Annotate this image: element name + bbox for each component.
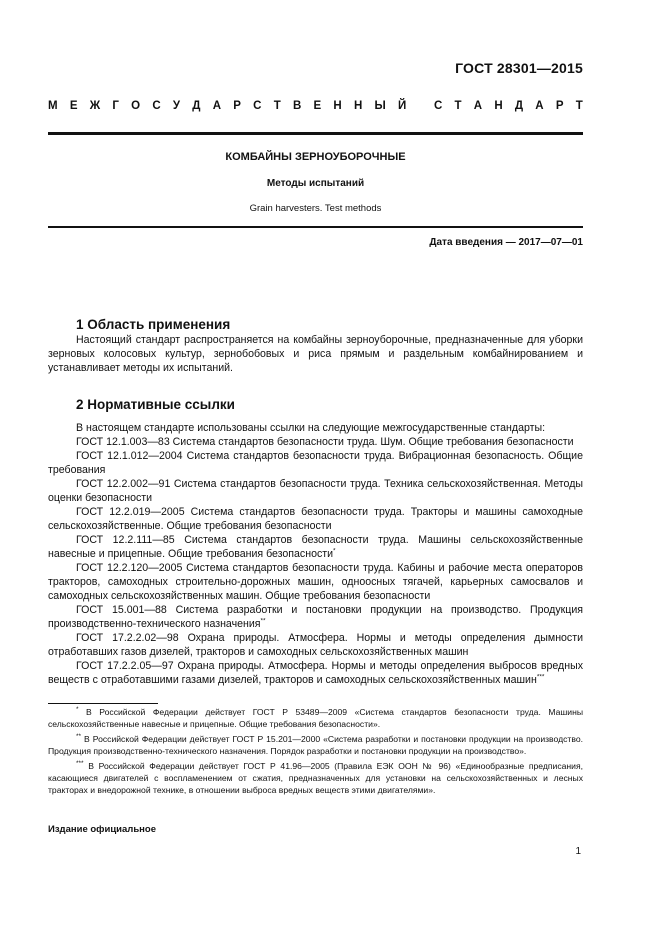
footnote: *** В Российской Федерации действует ГОСТ Р 41.96—2005 (Правила ЕЭК ООН № 96) «Единообразные предписания, касающиеся двигателей с воспламенением от сжатия, предназначенных для установки на сельскохозяйственных и лесных тракторах и внедорожной технике, в отношении выброса вредных веществ этими двигателями». [48, 760, 584, 795]
banner-letter: В [292, 100, 302, 112]
footnote: ** В Российской Федерации действует ГОСТ Р 15.201—2000 «Система разработки и постановки продукции на производство. Продукция производственно-технического назначения. Порядок разработки и постановки продукции на производство». [48, 733, 584, 756]
edition-label: Издание официальное [48, 824, 156, 835]
gost-code: ГОСТ 28301—2015 [455, 60, 583, 76]
standard-type-banner [48, 100, 583, 112]
banner-letter: А [535, 100, 544, 112]
banner-letter: Е [313, 100, 322, 112]
section-1-text: Настоящий стандарт распространяется на комбайны зерноуборочные, предназначенные для уборки зерновых колосовых культур, зернобобовых и риса прямым и раздельным комбайнированием и устанавливает методы их испытаний. [48, 334, 583, 374]
banner-letter: Д [192, 100, 201, 112]
banner-letter: Т [273, 100, 281, 112]
reference-item: ГОСТ 12.1.003—83 Система стандартов безопасности труда. Шум. Общие требования безопасности [76, 436, 574, 448]
reference-item: ГОСТ 15.001—88 Система разработки и постановки продукции на производство. Продукция производственно-технического назначения** [48, 604, 583, 630]
reference-item: ГОСТ 12.2.120—2005 Система стандартов безопасности труда. Кабины и рабочие места операторов тракторов, самоходных строительно-дорожных машин, одноосных тягачей, карьерных самосвалов и самоходных сельскохозяйственных машин. Общие требования безопасности [48, 562, 583, 602]
reference-item: ГОСТ 12.2.111—85 Система стандартов безопасности труда. Машины сельскохозяйственные навесные и прицепные. Общие требования безопасности* [48, 534, 583, 560]
reference-item: ГОСТ 12.1.012—2004 Система стандартов безопасности труда. Вибрационная безопасность. Общие требования [48, 450, 583, 476]
footnote-mark: *** [536, 673, 545, 681]
banner-letter: Т [575, 100, 583, 112]
footnote-mark: *** [76, 760, 84, 768]
banner-letter: Н [333, 100, 342, 112]
banner-letter: Р [555, 100, 564, 112]
section-1-heading: 1 Область применения [76, 317, 231, 332]
banner-letter: О [131, 100, 141, 112]
banner-letter: С [253, 100, 262, 112]
header-divider [48, 132, 583, 135]
page-number: 1 [575, 846, 581, 857]
banner-letter: Д [514, 100, 524, 112]
banner-letter: Ы [374, 100, 386, 112]
banner-letter: Р [233, 100, 241, 112]
document-title: КОМБАЙНЫ ЗЕРНОУБОРОЧНЫЕ [225, 151, 406, 163]
banner-letter: Н [494, 100, 503, 112]
banner-letter: С [433, 100, 443, 112]
footnote-mark: * [333, 547, 336, 555]
footnotes [48, 706, 583, 799]
footnote-mark: ** [76, 733, 82, 741]
banner-letter: А [473, 100, 483, 112]
references-list [48, 421, 583, 687]
document-title-english: Grain harvesters. Test methods [249, 203, 382, 214]
banner-letter: Г [112, 100, 119, 112]
banner-letter: Ж [89, 100, 101, 112]
reference-item: ГОСТ 17.2.2.05—97 Охрана природы. Атмосфера. Нормы и методы определения выбросов вредных веществ с отработавшими газами дизелей, тракторов и самоходных сельскохозяйственных машин*** [48, 660, 583, 686]
banner-letter: А [212, 100, 222, 112]
banner-letter: Н [353, 100, 363, 112]
references-intro: В настоящем стандарте использованы ссылки на следующие межгосударственные стандарты: [76, 422, 546, 434]
banner-letter: М [48, 100, 58, 112]
banner-letter: С [152, 100, 161, 112]
document-subtitle: Методы испытаний [266, 178, 365, 189]
section-2-heading: 2 Нормативные ссылки [76, 397, 235, 412]
footnote-mark: * [76, 706, 79, 714]
introduction-date: Дата введения — 2017—07—01 [429, 237, 583, 248]
banner-letter: У [172, 100, 181, 112]
banner-letter: Т [454, 100, 462, 112]
reference-item: ГОСТ 12.2.019—2005 Система стандартов безопасности труда. Тракторы и машины самоходные сельскохозяйственные. Общие требования безопасности [48, 506, 583, 532]
footnote-separator [48, 703, 158, 704]
banner-gap [419, 100, 422, 112]
reference-item: ГОСТ 17.2.2.02—98 Охрана природы. Атмосфера. Нормы и методы определения дымности отработавших газов дизелей, тракторов и самоходных сельскохозяйственных машин [48, 632, 583, 658]
banner-letter: Е [69, 100, 78, 112]
banner-letter: Й [398, 100, 407, 112]
footnote-mark: ** [260, 617, 266, 625]
reference-item: ГОСТ 12.2.002—91 Система стандартов безопасности труда. Техника сельскохозяйственная. Методы оценки безопасности [48, 478, 583, 504]
title-divider [48, 226, 583, 228]
footnote: * В Российской Федерации действует ГОСТ Р 53489—2009 «Система стандартов безопасности труда. Машины сельскохозяйственные навесные и прицепные. Общие требования безопасности». [48, 706, 584, 729]
